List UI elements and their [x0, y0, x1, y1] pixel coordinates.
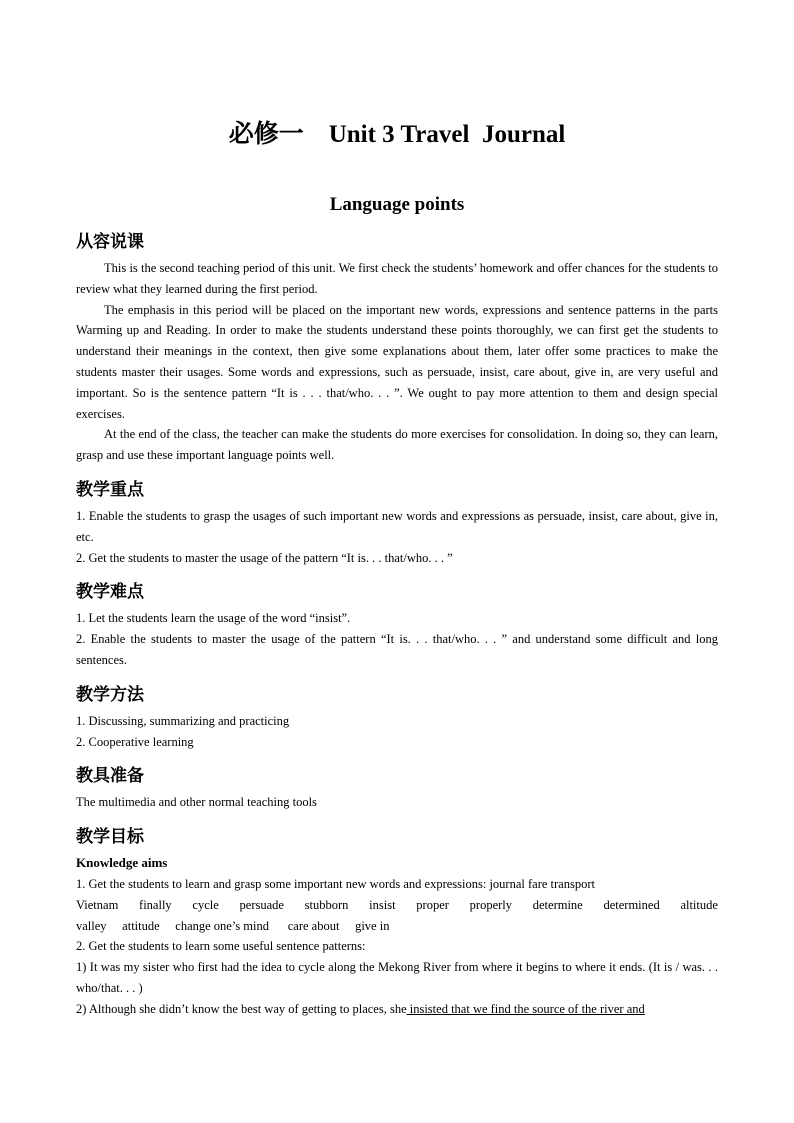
list-item: 2. Get the students to master the usage of the pattern “It is. . . that/who. . . ”: [76, 550, 453, 565]
document-body: [76, 114, 718, 1020]
section-difficult-points: [76, 580, 718, 670]
list-item: 1. Discussing, summarizing and practicing: [76, 713, 290, 728]
paragraph: At the end of the class, the teacher can make the students do more exercises for consolidation. In doing so, they can learn, grasp and use these important language points well.: [76, 427, 718, 463]
section-heading: 教学方法: [76, 684, 144, 704]
vocabulary-word-row: [76, 895, 718, 916]
section-teaching-methods: [76, 683, 718, 753]
vocabulary-word: finally: [139, 897, 172, 912]
list-item: The multimedia and other normal teaching tools: [76, 795, 317, 810]
section-key-points: [76, 478, 718, 568]
list-item: 1. Let the students learn the usage of the word “insist”.: [76, 611, 351, 626]
vocabulary-word: proper: [416, 897, 449, 912]
section-teaching-aids: [76, 764, 718, 813]
section-lesson-overview: [76, 230, 718, 466]
document-subtitle: Language points: [329, 194, 465, 215]
sentence-text: 2) Although she didn’t know the best way of getting to places, she: [76, 1001, 407, 1016]
list-item: 1) It was my sister who first had the idea to cycle along the Mekong River from where it begins to where it ends. (It is / was. . . who/that. . . ): [76, 960, 718, 995]
list-item: 2. Cooperative learning: [76, 734, 194, 749]
vocabulary-word: cycle: [192, 897, 219, 912]
list-item: 1. Get the students to learn and grasp some important new words and expressions: journal fare transport: [76, 876, 595, 891]
vocabulary-word: altitude: [680, 897, 718, 912]
vocabulary-word: Vietnam: [76, 897, 119, 912]
vocabulary-word: persuade: [239, 897, 284, 912]
vocabulary-word: determine: [532, 897, 583, 912]
section-heading: 从容说课: [76, 232, 144, 251]
list-item: 1. Enable the students to grasp the usages of such important new words and expressions as persuade, insist, care about, give in, etc.: [76, 508, 718, 544]
vocabulary-word: stubborn: [304, 897, 349, 912]
section-teaching-aims: [76, 825, 718, 1019]
document-title: 必修一 Unit 3 Travel Journal: [228, 121, 566, 148]
vocabulary-word: properly: [469, 897, 513, 912]
vocabulary-word: insist: [369, 897, 396, 912]
section-heading: 教学重点: [76, 479, 144, 499]
section-heading: 教学难点: [76, 582, 144, 602]
section-heading: 教学目标: [76, 827, 144, 847]
section-heading: 教具准备: [76, 766, 144, 786]
list-item: 2. Get the students to learn some useful sentence patterns:: [76, 939, 366, 954]
vocabulary-word: determined: [603, 897, 660, 912]
list-item: 2. Enable the students to master the usage of the pattern “It is. . . that/who. . . ” and understand some difficult and long sentences.: [76, 632, 718, 667]
list-item: valley attitude change one’s mind care about give in: [76, 918, 390, 933]
list-item: [76, 999, 718, 1020]
paragraph: The emphasis in this period will be placed on the important new words, expressions and sentence patterns in the parts Warming up and Reading. In order to make the students understand these points thoroughly, we can first get the students to understand their meanings in the context, then give some explanations about them, later offer some practices to make the students master their usages. Some words and expressions, such as persuade, insist, care about, give in, are very useful and important. So is the sentence pattern “It is . . . that/who. . . ”. We ought to pay more attention to them and design special exercises.: [76, 302, 718, 421]
paragraph: This is the second teaching period of this unit. We first check the students’ homework and offer chances for the students to review what they learned during the first period.: [76, 261, 718, 296]
subheading: Knowledge aims: [76, 855, 168, 871]
underlined-sentence-text: insisted that we find the source of the river and: [406, 1001, 645, 1016]
